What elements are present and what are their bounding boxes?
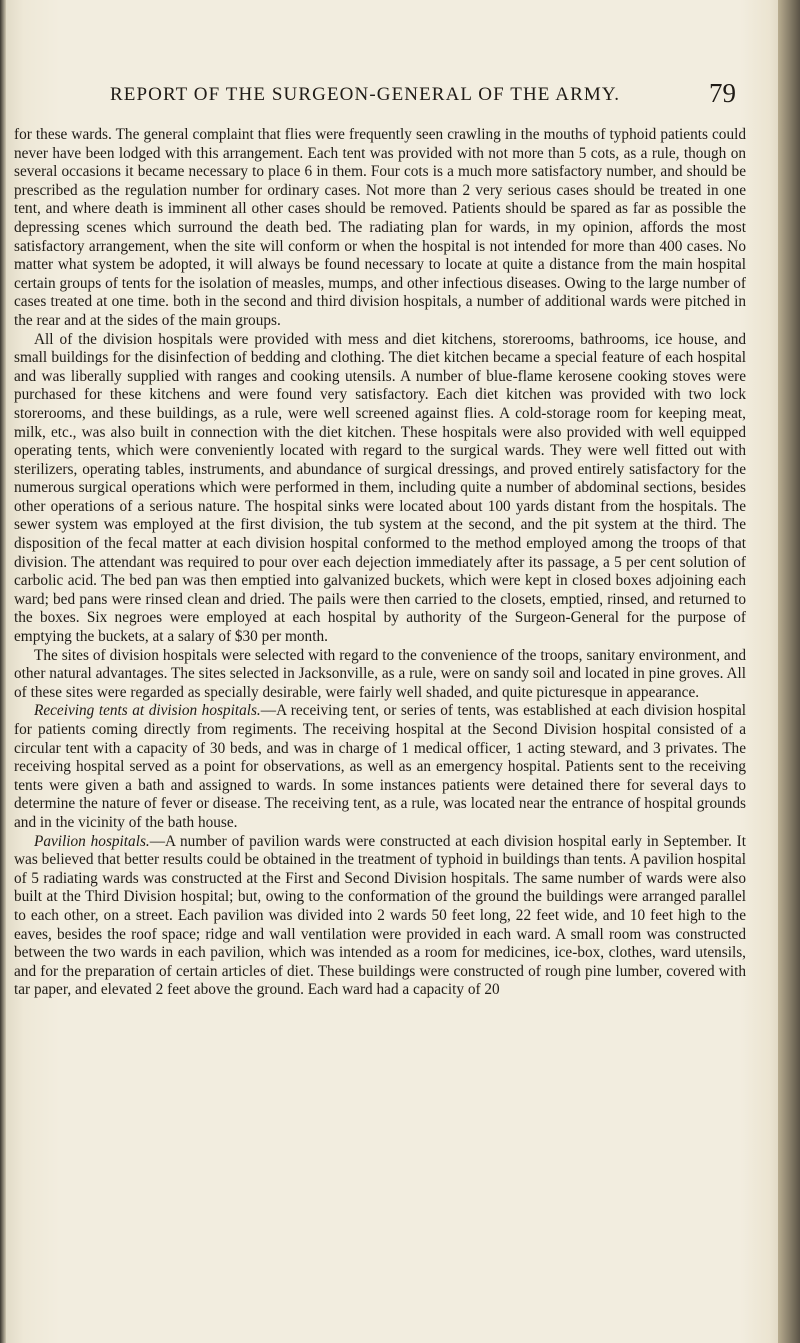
paragraph-text: All of the division hospitals were provided with mess and diet kitchens, storerooms, bathrooms, ice house, and small buildings for the disinfection of bedding and clothing. The diet kitchen became a special feature of each hospital and was liberally supplied with ranges and cooking utensils. A number of blue-flame kerosene cooking stoves were purchased for these kitchens and were found very satisfactory. Each diet kitchen was provided with two lock storerooms, and these buildings, as a rule, were well screened against flies. A cold-storage room for keeping meat, milk, etc., was also built in connection with the diet kitchen. These hospitals were also provided with well equipped operating tents, which were conveniently located with regard to the surgical wards. They were well fitted out with sterilizers, operating tables, instruments, and abundance of surgical dressings, and proved entirely satisfactory for the numerous surgical operations which were performed in them, including quite a number of abdominal sections, besides other operations of a serious nature. The hospital sinks were located about 100 yards distant from the hospitals. The sewer system was employed at the first division, the tub system at the second, and the pit system at the third. The disposition of the fecal matter at each division hospital conformed to the method employed among the troops of that division. The attendant was required to pour over each dejection immediately after its passage, a 5 per cent solution of carbolic acid. The bed pan was then emptied into galvanized buckets, which were kept in closed boxes adjoining each ward; bed pans were rinsed clean and dried. The pails were then carried to the closets, emptied, rinsed, and returned to the boxes. Six negroes were employed at each hospital by authority of the Surgeon-General for the purpose of emptying the buckets, at a salary of $30 per month. bbox=[14, 330, 746, 646]
book-spine-shadow bbox=[778, 0, 800, 1343]
paragraph-pavilion-hospitals bbox=[14, 833, 746, 1000]
run-in-heading: Receiving tents at division hospitals. bbox=[34, 702, 261, 720]
paragraph-text: —A receiving tent, or series of tents, was established at each division hospital for patients coming directly from regiments. The receiving hospital at the Second Division hospital consisted of a circular tent with a capacity of 30 beds, and was in charge of 1 medical officer, 1 acting steward, and 3 privates. The receiving hospital served as a point for observations, as well as an emergency hospital. Patients sent to the receiving tents were given a bath and assigned to wards. In some instances patients were detained there for several days to determine the nature of fever or disease. The receiving tent, as a rule, was located near the entrance of hospital grounds and in the vicinity of the bath house. bbox=[14, 702, 746, 831]
paragraph-text: for these wards. The general complaint that flies were frequently seen crawling in the mouths of typhoid patients could never have been lodged with this arrangement. Each tent was provided with not more than 5 cots, as a rule, though on several occasions it became necessary to place 6 in them. Four cots is a much more satisfactory number, and should be prescribed as the regulation number for ordinary cases. Not more than 2 very serious cases should be treated in one tent, and where death is imminent all other cases should be removed. Patients should be spared as far as possible the depressing scenes which surround the death bed. The radiating plan for wards, in my opinion, affords the most satisfactory arrangement, when the site will conform or when the hospital is not intended for more than 400 cases. No matter what system be adopted, it will always be found necessary to locate at quite a distance from the main hospital certain groups of tents for the isolation of measles, mumps, and other infectious diseases. Owing to the large number of cases treated at one time. both in the second and third division hospitals, a number of additional wards were pitched in the rear and at the sides of the main groups. bbox=[14, 126, 746, 329]
run-in-heading: Pavilion hospitals. bbox=[34, 832, 150, 850]
paragraph-text: —A number of pavilion wards were constructed at each division hospital early in September. It was believed that better results could be obtained in the treatment of typhoid in buildings than tents. A pavilion hospital of 5 radiating wards was constructed at the First and Second Division hospitals. The same number of wards were also built at the Third Division hospital; but, owing to the conformation of the ground the buildings were arranged parallel to each other, on a street. Each pavilion was divided into 2 wards 50 feet long, 22 feet wide, and 10 feet high to the eaves, besides the roof space; ridge and wall ventilation were provided in each ward. A small room was constructed between the two wards in each pavilion, which was intended as a room for medicines, ice-box, clothes, ward utensils, and for the preparation of certain articles of diet. These buildings were constructed of rough pine lumber, covered with tar paper, and elevated 2 feet above the ground. Each ward had a capacity of 20 bbox=[14, 832, 746, 999]
page-header bbox=[110, 78, 736, 114]
paragraph-sites bbox=[14, 647, 746, 703]
body-text bbox=[14, 126, 746, 1000]
page-number: 79 bbox=[709, 78, 736, 108]
running-head: REPORT OF THE SURGEON-GENERAL OF THE ARMY. bbox=[110, 84, 621, 105]
paragraph-wards bbox=[14, 126, 746, 331]
paragraph-kitchens bbox=[14, 331, 746, 647]
paragraph-receiving-tents bbox=[14, 702, 746, 832]
page-left-edge bbox=[0, 0, 6, 1343]
paragraph-text: The sites of division hospitals were selected with regard to the convenience of the troops, sanitary environment, and other natural advantages. The sites selected in Jacksonville, as a rule, were on sandy soil and located in pine groves. All of these sites were regarded as specially desirable, were fairly well shaded, and quite picturesque in appearance. bbox=[14, 646, 746, 701]
